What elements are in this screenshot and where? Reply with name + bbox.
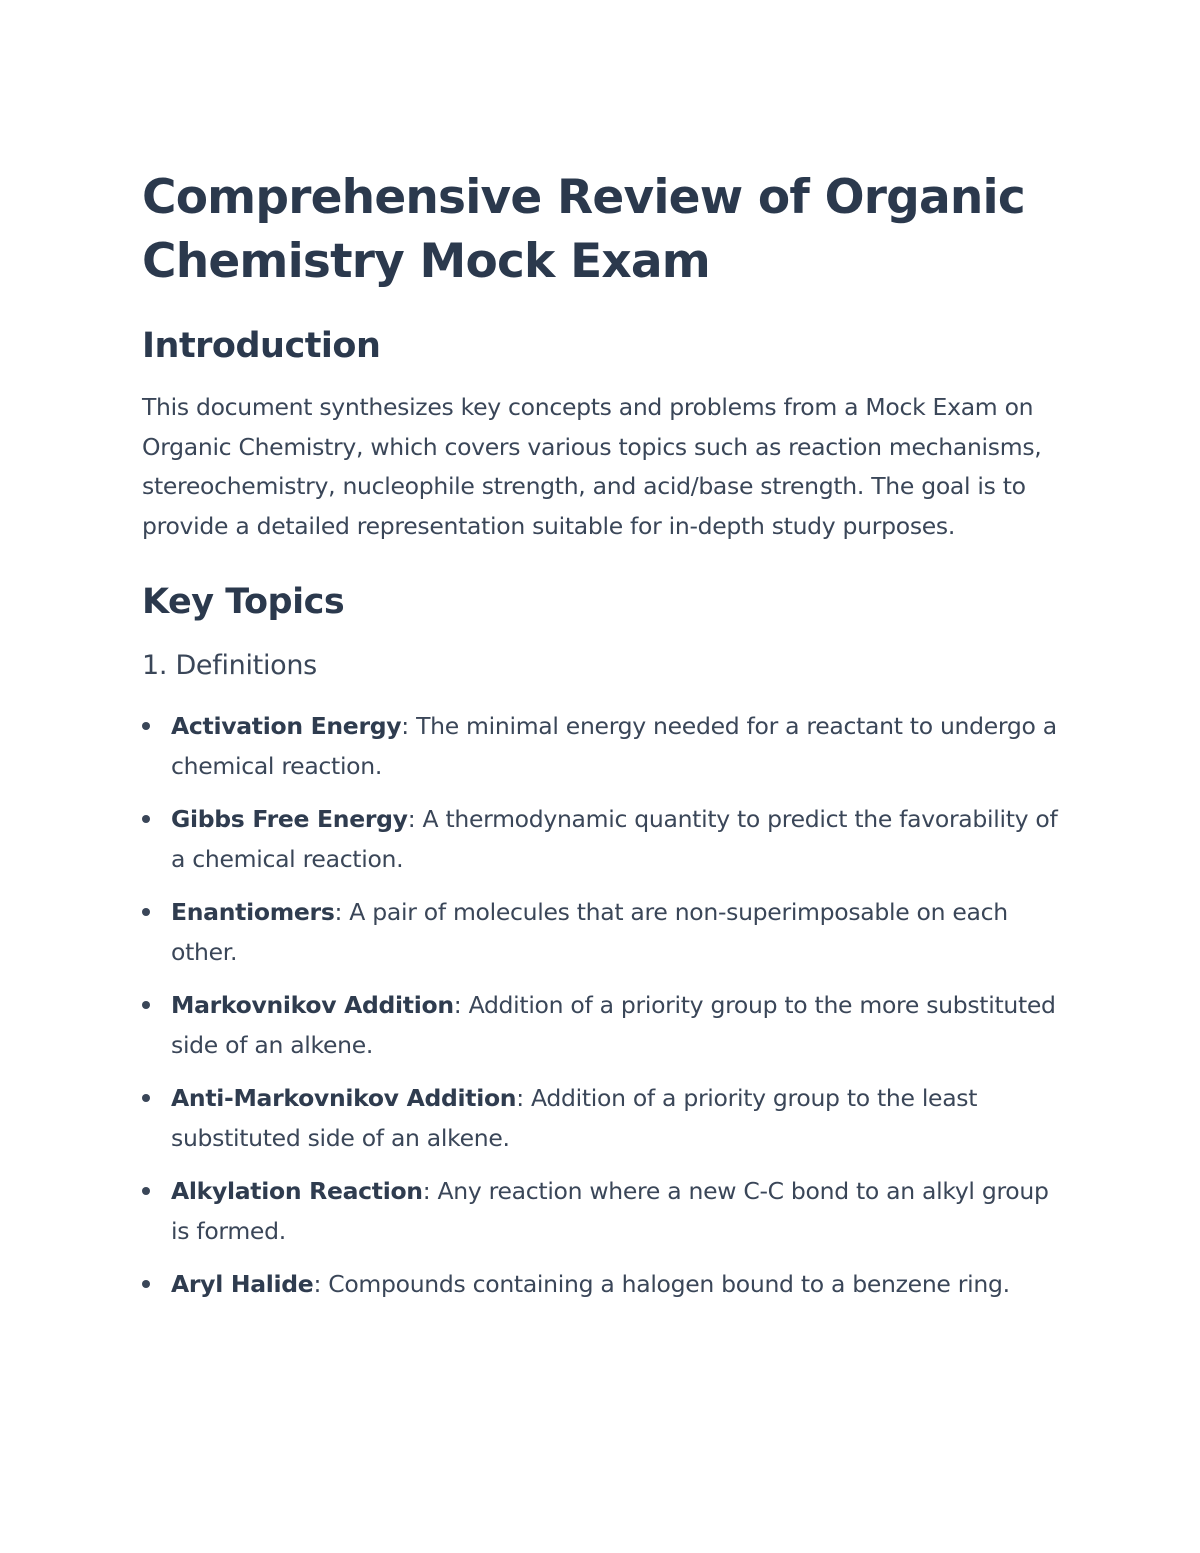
definition-item — [142, 985, 1062, 1065]
introduction-heading: Introduction — [142, 326, 381, 366]
definition-item — [142, 1171, 1062, 1251]
definition-separator: : — [453, 991, 462, 1020]
bullet-icon — [142, 1001, 150, 1009]
definition-term: Aryl Halide — [171, 1270, 314, 1299]
definition-text: A pair of molecules that are non-superimposable on each other. — [171, 898, 1008, 967]
key-topics-heading: Key Topics — [142, 582, 345, 623]
definitions-heading: 1. Definitions — [142, 650, 317, 682]
definition-separator: : — [313, 1270, 322, 1299]
definition-text: Addition of a priority group to the least substituted side of an alkene. — [171, 1084, 978, 1153]
definition-item — [142, 1078, 1062, 1158]
definition-item — [142, 892, 1062, 972]
introduction-paragraph: This document synthesizes key concepts and problems from a Mock Exam on Organic Chemistry, which covers various topics such as reaction mechanisms, stereochemistry, nucleophile strength, and acid/base strength. The goal is to provide a detailed representation suitable for in-depth study purposes. — [142, 393, 1042, 540]
definition-separator: : — [407, 805, 416, 834]
definition-separator: : — [422, 1177, 431, 1206]
definition-text: A thermodynamic quantity to predict the favorability of a chemical reaction. — [171, 805, 1058, 874]
definition-item — [142, 1264, 1062, 1304]
definition-term: Gibbs Free Energy — [171, 805, 408, 834]
definition-term: Enantiomers — [171, 898, 335, 927]
definitions-list — [142, 706, 1062, 1304]
definition-item — [142, 706, 1062, 786]
bullet-icon — [142, 722, 150, 730]
definition-term: Activation Energy — [171, 712, 402, 741]
definition-term: Alkylation Reaction — [171, 1177, 423, 1206]
bullet-icon — [142, 908, 150, 916]
definition-item — [142, 799, 1062, 879]
definition-text: Any reaction where a new C-C bond to an alkyl group is formed. — [171, 1177, 1049, 1246]
bullet-icon — [142, 1187, 150, 1195]
definition-text: The minimal energy needed for a reactant to undergo a chemical reaction. — [171, 712, 1057, 781]
definition-separator: : — [516, 1084, 524, 1113]
bullet-icon — [142, 1280, 150, 1288]
document-page — [142, 166, 1062, 1317]
definition-text: Addition of a priority group to the more substituted side of an alkene. — [171, 991, 1056, 1060]
definition-term: Anti-Markovnikov Addition — [171, 1084, 517, 1113]
definition-separator: : — [401, 712, 409, 741]
bullet-icon — [142, 1094, 150, 1102]
definition-text: Compounds containing a halogen bound to a benzene ring. — [321, 1270, 1010, 1299]
definition-term: Markovnikov Addition — [171, 991, 454, 1020]
document-title: Comprehensive Review of Organic Chemistry Mock Exam — [142, 170, 1025, 289]
definition-separator: : — [334, 898, 343, 927]
bullet-icon — [142, 815, 150, 823]
